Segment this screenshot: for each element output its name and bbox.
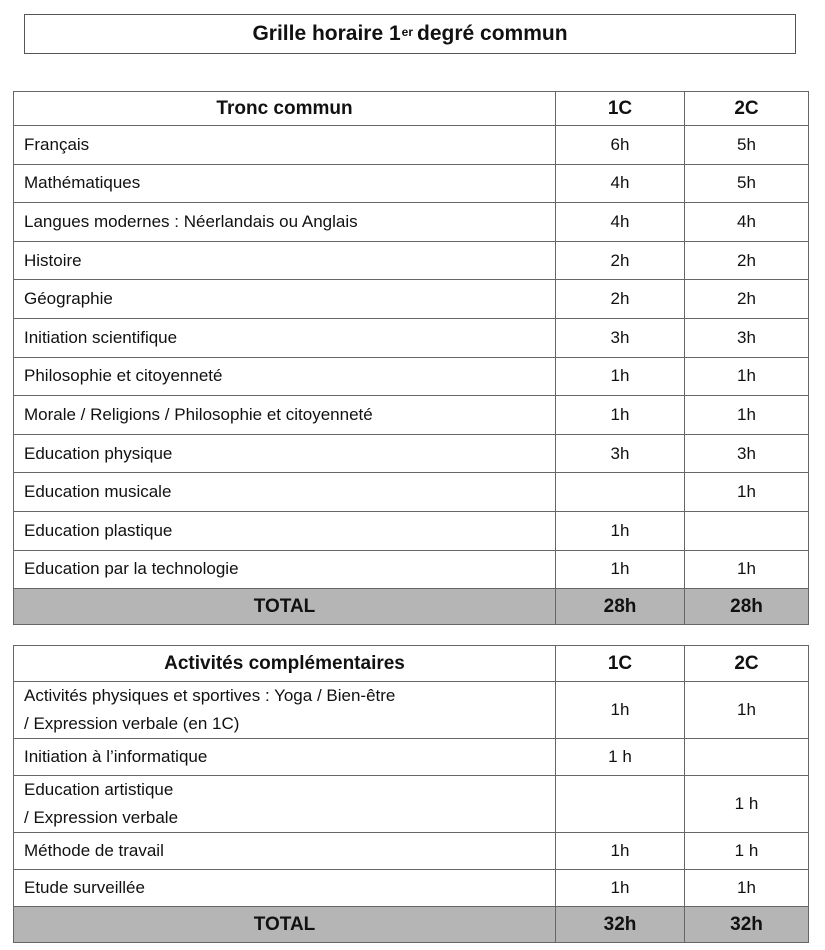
total-row: [14, 907, 809, 943]
table-row: [14, 682, 809, 739]
total-1c: 32h: [556, 907, 685, 943]
row-label: Philosophie et citoyenneté: [14, 357, 556, 396]
table-row: [14, 203, 809, 242]
row-label: Initiation à l’informatique: [14, 739, 556, 776]
total-1c: 28h: [556, 589, 685, 625]
table-row: [14, 396, 809, 435]
hours-2c: 1h: [685, 357, 809, 396]
hours-2c: 5h: [685, 164, 809, 203]
table-row: [14, 550, 809, 589]
header-tronc-commun: Tronc commun: [14, 92, 556, 126]
hours-2c: 1 h: [685, 833, 809, 870]
activites-complementaires-table: [13, 645, 809, 943]
page-title-rest: degré commun: [417, 22, 568, 45]
row-label: Histoire: [14, 241, 556, 280]
row-label: Education par la technologie: [14, 550, 556, 589]
hours-1c: 1h: [556, 682, 685, 739]
hours-1c: 1h: [556, 870, 685, 907]
row-label-line: Activités physiques et sportives : Yoga / Bien-être: [24, 686, 396, 705]
hours-2c: 3h: [685, 318, 809, 357]
hours-1c: 2h: [556, 280, 685, 319]
hours-2c: 1h: [685, 682, 809, 739]
hours-2c: 2h: [685, 280, 809, 319]
row-label: [14, 682, 556, 739]
page-title-superscript: er: [401, 25, 414, 39]
total-label: TOTAL: [14, 589, 556, 625]
hours-1c: 2h: [556, 241, 685, 280]
table-row: [14, 241, 809, 280]
hours-1c: 3h: [556, 318, 685, 357]
table-row: [14, 357, 809, 396]
table-row: [14, 164, 809, 203]
table-row: [14, 434, 809, 473]
total-2c: 32h: [685, 907, 809, 943]
hours-2c: 2h: [685, 241, 809, 280]
row-label: Etude surveillée: [14, 870, 556, 907]
hours-2c: 3h: [685, 434, 809, 473]
row-label: Géographie: [14, 280, 556, 319]
hours-2c: 5h: [685, 126, 809, 165]
row-label: [14, 776, 556, 833]
tronc-commun-table: [13, 91, 809, 625]
table-row: [14, 833, 809, 870]
hours-1c: 1 h: [556, 739, 685, 776]
row-label: Langues modernes : Néerlandais ou Anglais: [14, 203, 556, 242]
table-header-row: [14, 92, 809, 126]
page-title-main: Grille horaire 1: [252, 22, 401, 45]
hours-1c: 4h: [556, 164, 685, 203]
hours-2c: 1h: [685, 473, 809, 512]
total-label: TOTAL: [14, 907, 556, 943]
hours-1c: 6h: [556, 126, 685, 165]
hours-1c: 1h: [556, 357, 685, 396]
table-row: [14, 126, 809, 165]
row-label-line: / Expression verbale (en 1C): [24, 714, 240, 733]
hours-1c: 1h: [556, 550, 685, 589]
table-row: [14, 776, 809, 833]
hours-1c: 1h: [556, 833, 685, 870]
hours-1c: 1h: [556, 511, 685, 550]
hours-1c: 4h: [556, 203, 685, 242]
table-header-row: [14, 646, 809, 682]
header-2c: 2C: [685, 646, 809, 682]
row-label-line: / Expression verbale: [24, 808, 179, 827]
row-label: Education musicale: [14, 473, 556, 512]
hours-1c: 1h: [556, 396, 685, 435]
table-row: [14, 473, 809, 512]
header-activites-complementaires: Activités complémentaires: [14, 646, 556, 682]
row-label: Morale / Religions / Philosophie et citoyenneté: [14, 396, 556, 435]
total-row: [14, 589, 809, 625]
row-label: Mathématiques: [14, 164, 556, 203]
row-label: Education physique: [14, 434, 556, 473]
total-2c: 28h: [685, 589, 809, 625]
hours-2c: 1h: [685, 396, 809, 435]
table-row: [14, 870, 809, 907]
hours-1c: 3h: [556, 434, 685, 473]
header-2c: 2C: [685, 92, 809, 126]
hours-2c: 1h: [685, 870, 809, 907]
table-row: [14, 739, 809, 776]
table-row: [14, 511, 809, 550]
row-label: Initiation scientifique: [14, 318, 556, 357]
table-row: [14, 318, 809, 357]
hours-2c: 1 h: [685, 776, 809, 833]
header-1c: 1C: [556, 646, 685, 682]
row-label: Français: [14, 126, 556, 165]
header-1c: 1C: [556, 92, 685, 126]
hours-2c: 4h: [685, 203, 809, 242]
row-label: Méthode de travail: [14, 833, 556, 870]
hours-1c: [556, 776, 685, 833]
row-label: Education plastique: [14, 511, 556, 550]
table-row: [14, 280, 809, 319]
page-title: [24, 14, 796, 54]
hours-1c: [556, 473, 685, 512]
hours-2c: [685, 511, 809, 550]
row-label-line: Education artistique: [24, 780, 174, 799]
hours-2c: [685, 739, 809, 776]
hours-2c: 1h: [685, 550, 809, 589]
